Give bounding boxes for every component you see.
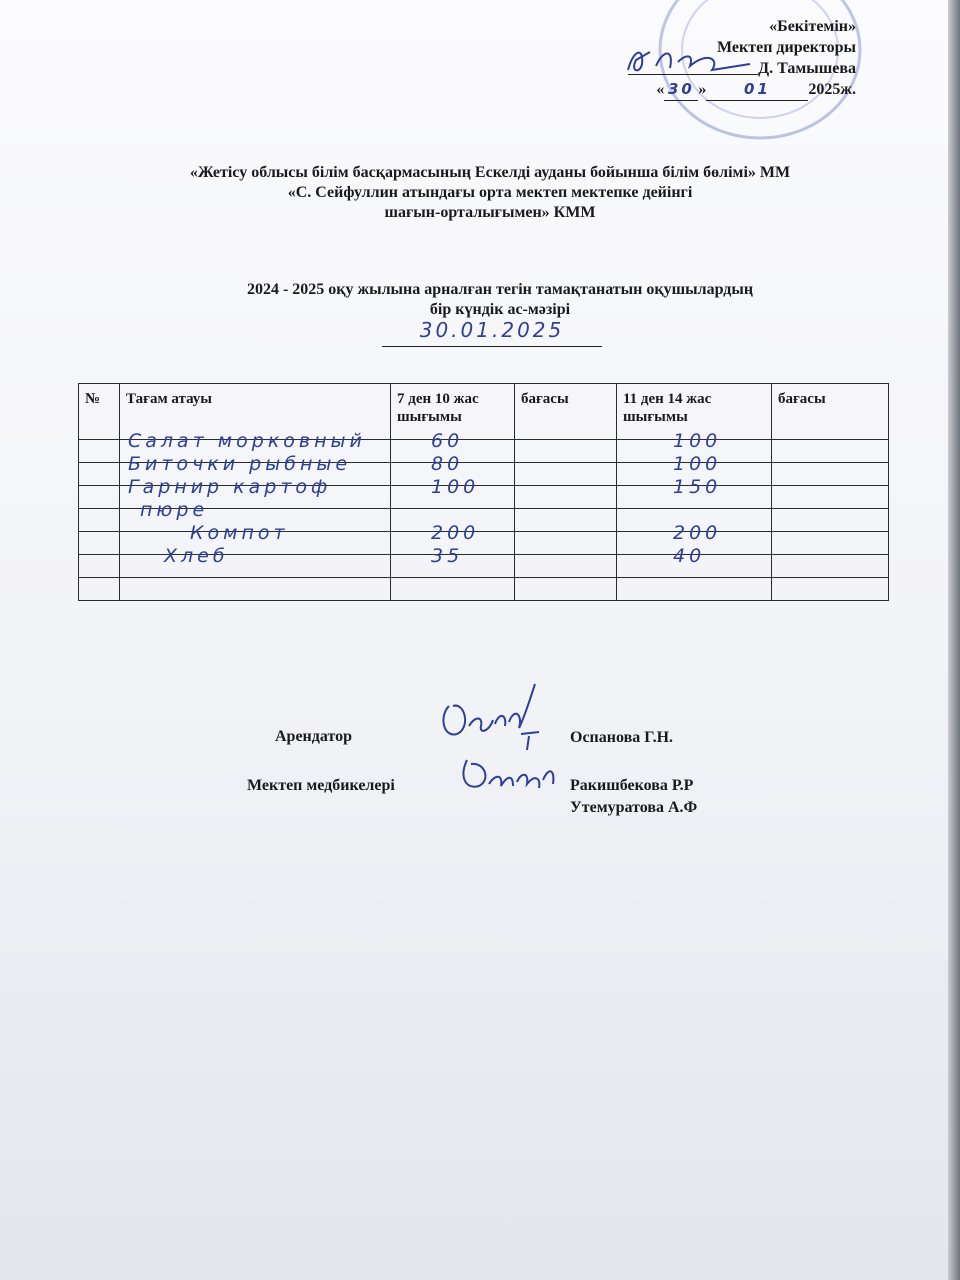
header-price-7-10: бағасы (515, 384, 617, 440)
price-7-10 (515, 555, 617, 578)
nurse-names (570, 775, 697, 819)
menu-title-line-1: 2024 - 2025 оқу жылына арналған тегін тамақтанатын оқушылардың (246, 281, 754, 298)
director-signature (620, 42, 760, 82)
org-header (90, 163, 890, 223)
price-11-14 (772, 555, 889, 578)
dish-name: Гарнир картоф (120, 486, 391, 509)
row-no (79, 555, 120, 578)
price-11-14 (772, 440, 889, 463)
row-no (79, 440, 120, 463)
row-no (79, 509, 120, 532)
out-11-14 (617, 578, 772, 601)
out-11-14: 150 (617, 486, 772, 509)
nurse-name-1: Ракишбекова Р.Р (570, 777, 694, 794)
dish-name: Салат морковный (120, 440, 391, 463)
header-no: № (79, 384, 120, 440)
out-7-10: 100 (391, 486, 515, 509)
nurse-signature (455, 750, 565, 800)
out-11-14: 100 (617, 463, 772, 486)
header-out-11-14: 11 ден 14 жас шығымы (617, 384, 772, 440)
out-11-14: 40 (617, 555, 772, 578)
header-price-11-14: бағасы (772, 384, 889, 440)
nurse-label: Мектеп медбикелері (247, 777, 395, 794)
header-dish: Тағам атауы (120, 384, 391, 440)
tenant-name: Оспанова Г.Н. (570, 729, 674, 746)
approval-date: « 30 » 01 2025ж. (628, 79, 856, 101)
dish-name: Биточки рыбные (120, 463, 391, 486)
nurse-name-2: Утемуратова А.Ф (570, 799, 698, 816)
date-day: 30 (664, 79, 698, 101)
org-line-3: шағын-орталығымен» КММ (384, 204, 596, 221)
price-7-10 (515, 578, 617, 601)
price-7-10 (515, 532, 617, 555)
price-11-14 (772, 463, 889, 486)
dish-name: Компот (120, 532, 391, 555)
price-11-14 (772, 486, 889, 509)
menu-date: 30.01.2025 (419, 318, 565, 342)
out-11-14: 200 (617, 532, 772, 555)
paper-edge-shadow (948, 0, 960, 1280)
out-7-10: 35 (391, 555, 515, 578)
out-11-14: 100 (617, 440, 772, 463)
tenant-label: Арендатор (275, 728, 352, 745)
menu-table (78, 383, 889, 601)
header-out-7-10: 7 ден 10 жас шығымы (391, 384, 515, 440)
org-line-2: «С. Сейфуллин атындағы орта мектеп мектепке дейінгі (287, 184, 693, 201)
menu-date-line (382, 318, 602, 347)
out-7-10: 200 (391, 532, 515, 555)
price-11-14 (772, 532, 889, 555)
table-row (79, 555, 889, 578)
date-month: 01 (706, 79, 808, 101)
price-7-10 (515, 440, 617, 463)
price-7-10 (515, 486, 617, 509)
row-no (79, 578, 120, 601)
dish-name (120, 578, 391, 601)
approval-title: «Бекітемін» (769, 18, 856, 35)
out-7-10: 60 (391, 440, 515, 463)
dish-name: Хлеб (120, 555, 391, 578)
dish-name: пюре (120, 509, 391, 532)
row-no (79, 486, 120, 509)
price-11-14 (772, 578, 889, 601)
price-11-14 (772, 509, 889, 532)
menu-title-line-2: бір күндік ас-мәзірі (429, 301, 571, 318)
out-7-10: 80 (391, 463, 515, 486)
out-7-10 (391, 578, 515, 601)
price-7-10 (515, 509, 617, 532)
tenant-signature (435, 676, 545, 756)
director-title: Мектеп директоры (717, 39, 856, 56)
table-row (79, 578, 889, 601)
director-name: Д. Тамышева (628, 58, 856, 79)
row-no (79, 532, 120, 555)
menu-title (90, 280, 910, 320)
org-line-1: «Жетісу облысы білім басқармасының Ескелді ауданы бойынша білім бөлімі» ММ (189, 164, 791, 181)
price-7-10 (515, 463, 617, 486)
row-no (79, 463, 120, 486)
